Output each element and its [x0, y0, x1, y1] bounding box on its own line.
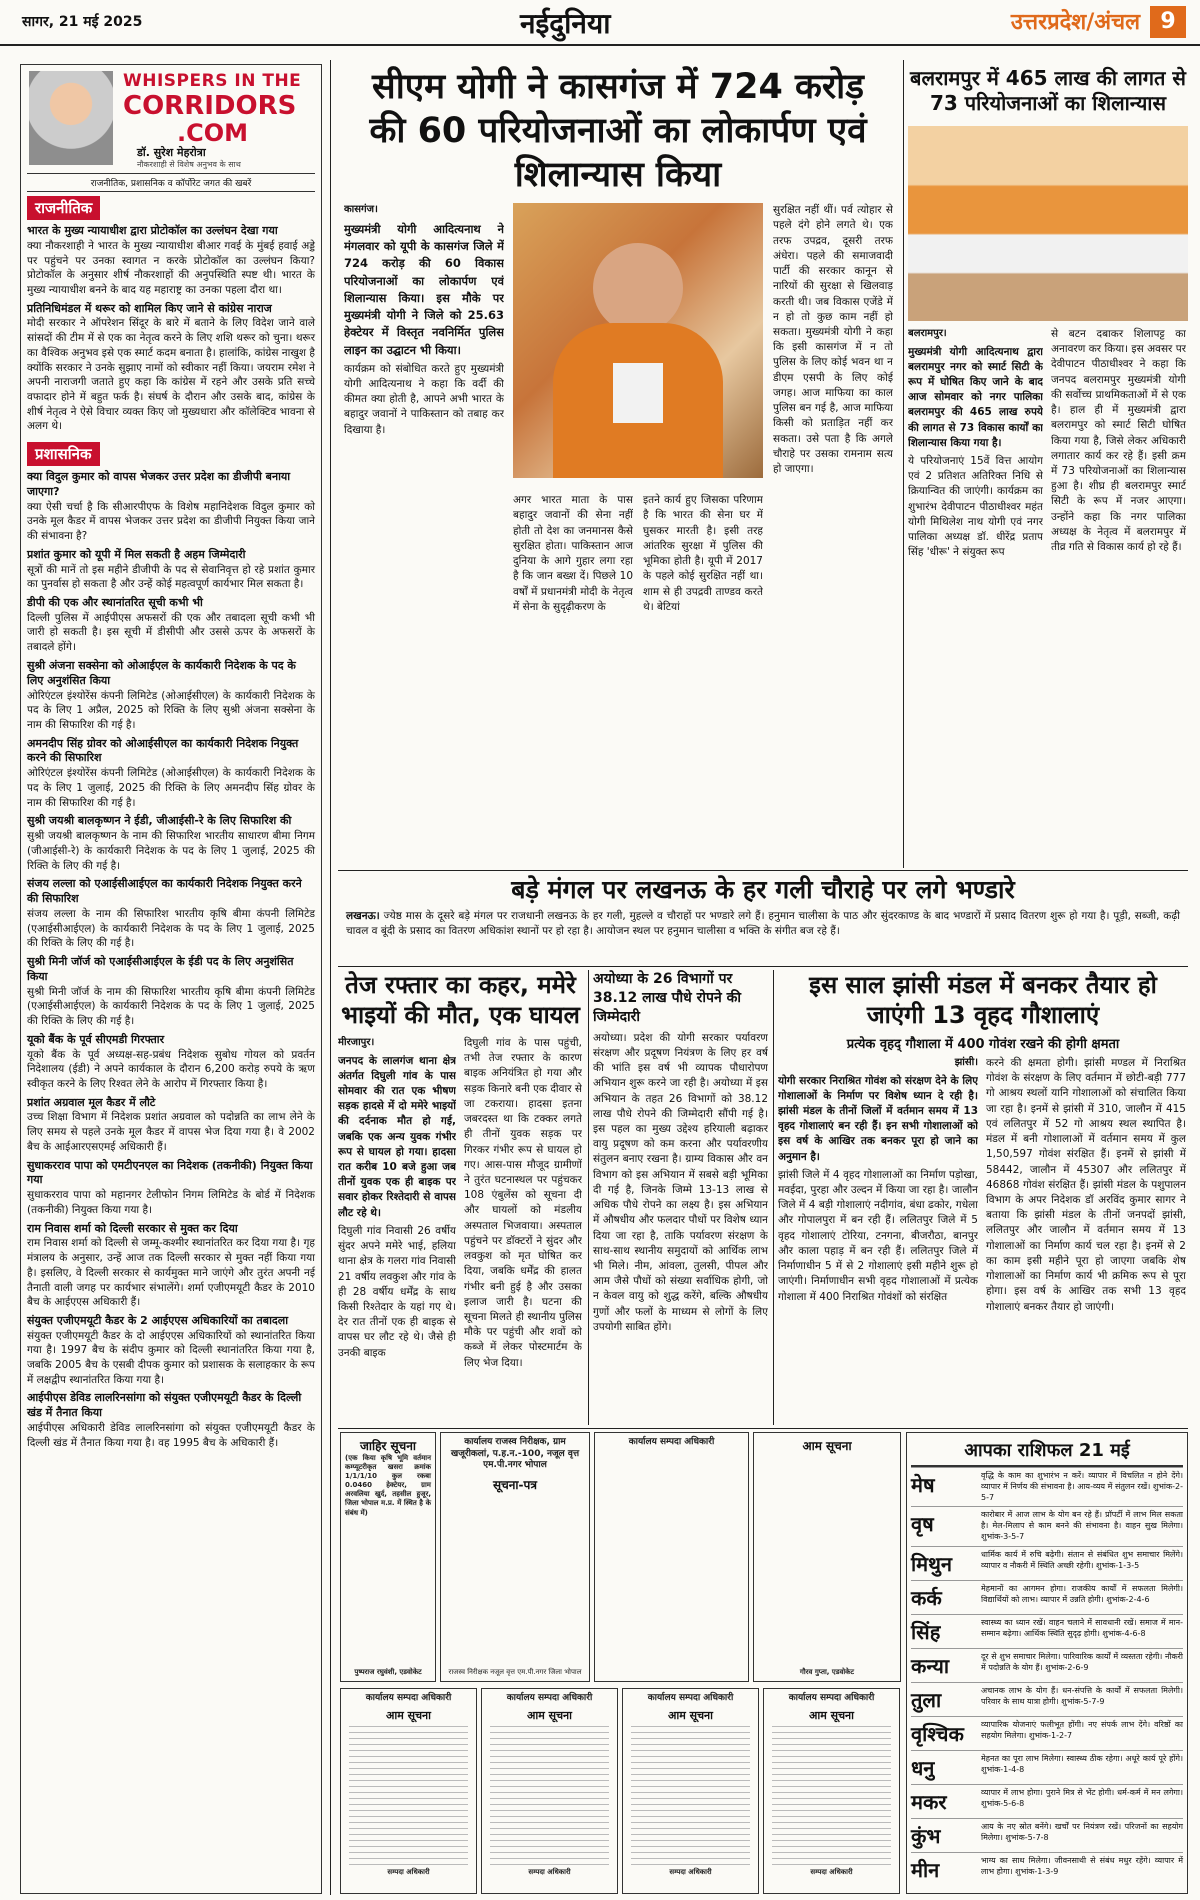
estate-notice-heading: आम सूचना: [385, 1708, 432, 1722]
notice-3: [594, 1432, 749, 1682]
whisper-item-body: संजय लल्ला के नाम की सिफारिश भारतीय कृषि बीमा कंपनी लिमिटेड (एआईसीआईएल) के कार्यकारी निदेशक के पद के लिए 1 जुलाई, 2025 की रिक्ति के लिए की गई है।: [27, 907, 315, 950]
whisper-item-body: ओरिएंटल इंश्योरेंस कंपनी लिमिटेड (ओआईसीएल) के कार्यकारी निदेशक के पद के लिए 1 जुलाई, 2025 की रिक्ति के लिए अमनदीप सिंह ग्रोवर के नाम की सिफारिश की गई है।: [27, 767, 315, 809]
whisper-item: [27, 302, 315, 434]
rashi-name: सिंह: [911, 1619, 941, 1644]
estate-notice-text-block: [490, 1726, 609, 1866]
estate-notice-text-block: [349, 1726, 468, 1866]
lead-body-3: इतने कार्य हुए जिसका परिणाम है कि भारत की सेना घर में घुसकर मारती है। इसी तरह आंतरिक सुरक्षा में पुलिस की भूमिका होती है। यूपी में 2017 के पहले कोई सुरक्षित नहीं था। शाम से ही उपद्रवी ताण्डव करते थे। बेटियां: [643, 494, 763, 613]
estate-notice-title: कार्यालय सम्पदा अधिकारी: [365, 1693, 452, 1703]
whisper-item-title: क्या विदुल कुमार को वापस भेजकर उत्तर प्रदेश का डीजीपी बनाया जाएगा?: [27, 469, 291, 498]
notice-4: [753, 1432, 901, 1682]
whisper-item: [27, 877, 315, 951]
lead-story: [338, 60, 898, 868]
whisper-item: [27, 955, 315, 1029]
whispers-subtag: राजनीतिक, प्रशासनिक व कॉर्पोरेट जगत की खबरें: [27, 174, 315, 192]
section-label-admin: प्रशासनिक: [27, 442, 100, 466]
lead-body-2: अगर भारत माता के पास बहादुर जवानों की सेना नहीं होती तो देश का जनमानस कैसे सुरक्षित होता। पाकिस्तान आज दुनिया के आगे गुहार लगा रहा है कि जान बख्श दें। पिछले 10 वर्षों में प्रधानमंत्री मोदी के नेतृत्व में सेना के सुदृढ़ीकरण के: [513, 494, 633, 613]
notice-2-heading: सूचना-पत्र: [493, 1478, 537, 1493]
whisper-item-title: राम निवास शर्मा को दिल्ली सरकार से मुक्त कर दिया: [27, 1221, 238, 1235]
whisper-item: [27, 814, 315, 873]
balrampur-photo: [908, 126, 1188, 321]
notice-1-title: जाहिर सूचना: [359, 1439, 417, 1453]
whisper-item: [27, 1222, 315, 1310]
rashi-row: [911, 1546, 1183, 1580]
bhandare-headline: बड़े मंगल पर लखनऊ के हर गली चौराहे पर लगे भण्डारे: [511, 875, 1015, 904]
whisper-item-title: भारत के मुख्य न्यायाधीश द्वारा प्रोटोकॉल का उल्लंघन देखा गया: [27, 224, 278, 237]
bhandare-story: [338, 874, 1188, 964]
jhansi-col-2: [986, 1056, 1186, 1416]
whisper-item-body: सुश्री मिनी जॉर्ज के नाम की सिफारिश भारतीय कृषि बीमा कंपनी लिमिटेड (एआईसीआईएल) के कार्यकारी निदेशक के पद के लिए 1 जुलाई, 2025 की रिक्ति के लिए की गई है।: [27, 985, 315, 1028]
admin-items: [27, 470, 315, 1451]
jhansi-body-2: करने की क्षमता होगी। झांसी मण्डल में निराश्रित गोवंश के संरक्षण के लिए वर्तमान में छोटी-बड़ी 777 गो आश्रय स्थलों यानि गोशालाओं को संचालित किया जा रहा है। इनमें से झांसी में 310, जालौन में 415 एवं ललितपुर में 52 गो आश्रय स्थल स्थापित है। मंडल में बनी गोशालाओं में वर्तमान समय में कुल 1,50,597 गोवंश संरक्षित हैं। इनमें से झांसी में 58442, जालौन में 45307 और ललितपुर में 46868 गोवंश संरक्षित हैं। झांसी मंडल के पशुपालन विभाग के अपर निदेशक डॉ अरविंद कुमार सागर ने बताया कि झांसी मंडल के तीनों जनपदों झांसी, ललितपुर और जालौन में वर्तमान समय में 13 गोशालाओं का निर्माण कार्य चल रहा है। इनमें से 2 का काम इसी महीने पूरा हो जाएगा जबकि शेष गोशालाओं का निर्माण कार्य भी क्रमिक रूप से पूरा होगा। इस वर्ष के आखिर तक सभी 13 वृहद गोशालाएं बनकर तैयार हो जाएंगी।: [986, 1057, 1186, 1313]
tagline: नौकरशाही से विशेष अनुभव के साथ: [137, 160, 241, 169]
whisper-item-body: दिल्ली पुलिस में आईपीएस अफसरों की एक और तबादला सूची कभी भी जारी हो सकती है। इस सूची में डीसीपी और उससे ऊपर के अफसरों के तबादले होंगे।: [27, 611, 315, 654]
whisper-item: [27, 659, 315, 733]
whisper-item-title: डीपी की एक और स्थानांतरित सूची कभी भी: [27, 595, 203, 609]
lead-col-4: [773, 203, 893, 868]
balrampur-story: [908, 60, 1188, 868]
rashi-name: कुंभ: [911, 1823, 941, 1848]
whisper-item: [27, 1314, 315, 1388]
rashi-text: व्यापार में लाभ होगा। पुराने मित्र से भेंट होगी। धर्म-कर्म में मन लगेगा। शुभांक-5-6-8: [981, 1787, 1183, 1808]
rashi-name: मकर: [911, 1789, 947, 1814]
author-photo: [29, 71, 113, 165]
rashi-text: अचानक लाभ के योग हैं। धन-संपत्ति के कार्यों में सफलता मिलेगी। परिवार के साथ यात्रा होगी। शुभांक-5-7-9: [981, 1685, 1183, 1706]
accident-headline: तेज रफ्तार का कहर, ममेरे भाइयों की मौत, एक घायल: [341, 971, 580, 1029]
section-label-political: राजनीतिक: [27, 196, 100, 220]
estate-notice-heading: आम सूचना: [526, 1708, 573, 1722]
rashifal-title: आपका राशिफल 21 मई: [911, 1435, 1183, 1467]
lead-col-1: [344, 203, 504, 868]
v-divider-accident: [588, 970, 589, 1425]
whisper-item-body: मोदी सरकार ने ऑपरेशन सिंदूर के बारे में बताने के लिए विदेश जाने वाले सांसदों की टीम में से एक का नेतृत्व करने के लिए शशि थरूर को चुना। थरूर का वैश्विक अनुभव इसे एक स्मार्ट कदम बनाता है। हालांकि, कांग्रेस नाखुश है क्योंकि सरकार ने उनके सुझाए नामों को स्वीकार नहीं किया। जयराम रमेश ने अपनी नाराजगी जताते हुए कहा कि कांग्रेस में रहने और उसके प्रति सच्चे वफादार होने में बहुत फर्क है। संघर्ष के दौरान और उसके बाद, कांग्रेस के शीर्ष नेतृत्व ने ऐसे विचार व्यक्त किए जो मुख्यधारा और कॉलेक्टिव भावना से अलग थे।: [27, 317, 315, 433]
page-number: 9: [1150, 6, 1186, 38]
lead-col-2: [513, 493, 633, 868]
rashi-row: [911, 1614, 1183, 1648]
whisper-item: [27, 1033, 315, 1092]
rashi-text: वृद्धि के काम का शुभारंभ न करें। व्यापार में विचलित न होने देंगे। व्यापार में निर्णय की संभावना है। आय-व्यय में संतुलन रखें। शुभांक-2-5-7: [981, 1471, 1183, 1502]
balrampur-col-2: [1051, 327, 1186, 847]
rashi-row: [911, 1750, 1183, 1784]
notice-3-title: कार्यालय सम्पदा अधिकारी: [628, 1437, 715, 1447]
whisper-item: [27, 548, 315, 592]
whisper-item-body: सुधाकरराव पापा को महानगर टेलीफोन निगम लिमिटेड के बोर्ड में निदेशक (तकनीकी) नियुक्त किया गया है।: [27, 1189, 315, 1216]
lead-divider: [903, 60, 904, 868]
rashi-text: भाग्य का साथ मिलेगा। जीवनसाथी से संबंध मधुर रहेंगे। व्यापार में लाभ होगा। शुभांक-1-3-9: [981, 1855, 1183, 1876]
whisper-item-body: आईपीएस अधिकारी डेविड लालरिनसांगा को संयुक्त एजीएमयूटी कैडर के दिल्ली खंड में तैनात किया गया है। वह 1995 बैच के अधिकारी हैं।: [27, 1422, 315, 1449]
rashi-row: [911, 1852, 1183, 1886]
notice-4-title: आम सूचना: [802, 1439, 852, 1453]
estate-notice-title: कार्यालय सम्पदा अधिकारी: [506, 1693, 593, 1703]
v-divider-ayodhya: [773, 970, 774, 1425]
whisper-item: [27, 596, 315, 655]
jhansi-subhead: प्रत्येक वृहद् गौशाला में 400 गोवंश रखने की होगी क्षमता: [846, 1037, 1120, 1052]
jhansi-body-1: झांसी जिले में 4 वृहद गोशालाओं का निर्माण पड़ोखा, मवईदा, पुरहा और उल्दन में किया जा रहा है। जालौन जिले में 4 बड़ी गोशालाएं नदीगांव, बंधा ढकोर, गधेला और गोपालपुरा में बन रही हैं। ललितपुर जिले में 5 वृहद गोशालाएं टोरिया, टनगना, बीजरौठा, बानपुर और काला पहाड़ में बन रही हैं। ललितपुर जिले में निर्माणाधीन 5 में से 2 गोशालाएं इसी महीने शुरू हो जाएंगी। निर्माणाधीन सभी वृहद गोशालाओं में प्रत्येक गोशाला में 400 निराश्रित गोवंशों को संरक्षित: [778, 1168, 978, 1303]
whispers-column: [20, 64, 322, 1894]
estate-officer-notice: [763, 1688, 900, 1894]
rashi-text: धार्मिक कार्य में रुचि बढ़ेगी। संतान से संबंधित शुभ समाचार मिलेंगे। व्यापार व नौकरी में स्थिति अच्छी रहेगी। शुभांक-1-3-5: [981, 1549, 1183, 1570]
whisper-item: [27, 470, 315, 544]
h-divider-3: [338, 1428, 1188, 1429]
whisper-item-body: सुश्री जयश्री बालकृष्णन के नाम की सिफारिश भारतीय साधारण बीमा निगम (जीआईसी-रे) के कार्यकारी निदेशक के पद के लिए 1 जुलाई, 2025 की रिक्ति के लिए की गई है।: [27, 830, 315, 872]
bhandare-dateline: लखनऊ।: [346, 910, 380, 923]
rashi-text: कारोबार में आज लाभ के योग बन रहे हैं। प्रॉपर्टी में लाभ मिल सकता है। मेल-मिलाप से काम बनने की संभावना है। वाहन सुख मिलेगा। शुभांक-3-5-7: [981, 1510, 1183, 1541]
whispers-banner: [27, 65, 315, 174]
rashi-name: मिथुन: [911, 1551, 953, 1576]
whisper-item-body: यूको बैंक के पूर्व अध्यक्ष-सह-प्रबंध निदेशक सुबोध गोयल को प्रवर्तन निदेशालय (ईडी) ने अपने कार्यकाल के दौरान 6,200 करोड़ रुपये के ऋण स्वीकृत करने के लिए रिश्वत लेने के आरोप में गिरफ्तार किया है।: [27, 1048, 315, 1090]
notice-2-title: कार्यालय राजस्व निरीक्षक, ग्राम खजूरीकलां, प.ह.न.-100, नजूल वृत्त एम.पी.नगर भोपाल: [450, 1437, 580, 1471]
jhansi-headline: इस साल झांसी मंडल में बनकर तैयार हो जाएंगी 13 वृहद गौशालाएं: [809, 971, 1157, 1029]
h-divider-2: [338, 966, 1188, 967]
column-divider: [330, 60, 331, 1895]
rashi-row: [911, 1580, 1183, 1614]
rashi-text: दूर से शुभ समाचार मिलेगा। पारिवारिक कार्यों में व्यस्तता रहेगी। नौकरी में पदोन्नति के योग हैं। शुभांक-2-6-9: [981, 1651, 1183, 1672]
bottom-notices: [340, 1688, 901, 1894]
whisper-item-body: संयुक्त एजीएमयूटी कैडर के दो आईएएस अधिकारियों को स्थानांतरित किया गया है। 1997 बैच के संदीप कुमार को दिल्ली स्थानांतरित किया गया है, जबकि 2005 बैच के एसबी दीपक कुमार को प्रशासक के सलाहकार के रूप में लक्षद्वीप स्थानांतरित किया गया है।: [27, 1329, 315, 1386]
rashi-name: मीन: [911, 1857, 940, 1882]
notice-2-sign: राजस्व निरीक्षक नजूल वृत्त एम.पी.नगर जिला भोपाल: [448, 1667, 582, 1676]
ayodhya-body: अयोध्या। प्रदेश की योगी सरकार पर्यावरण संरक्षण और प्रदूषण नियंत्रण के लिए हर वर्ष की भांति इस वर्ष भी व्यापक पौधारोपण अभियान शुरू करने जा रही है। अयोध्या में इस अभियान के तहत 26 विभागों को 38.12 लाख पौधे रोपने की जिम्मेदारी सौंपी गई है। इस पहल का मुख्य उद्देश्य हरियाली बढ़ाकर वायु प्रदूषण को कम करना और पर्यावरणीय संतुलन बनाए रखना है। ग्राम्य विकास और वन विभाग को इस अभियान में सबसे बड़ी भूमिका दी गई है, जिनके जिम्मे 13-13 लाख से अधिक पौधे रोपने का लक्ष्य है। इस अभियान में औषधीय और फलदार पौधों पर विशेष ध्यान दिया जा रहा है, ताकि पर्यावरण संरक्षण के साथ-साथ स्थानीय समुदायों को आर्थिक लाभ भी मिले। नीम, आंवला, तुलसी, पीपल और आम जैसे पौधों को संख्या सर्वाधिक होगी, जो न केवल वायु को शुद्ध करेंगे, बल्कि औषधीय गुणों और फलों के माध्यम से लोगों के लिए उपयोगी साबित होंगे।: [593, 1031, 768, 1333]
masthead-logo: नईदुनिया: [520, 7, 611, 40]
accident-dateline: मीरजापुर।: [338, 1037, 375, 1048]
whisper-item: [27, 1159, 315, 1218]
notice-2: [440, 1432, 590, 1682]
rashi-row: [911, 1784, 1183, 1818]
rashi-text: आय के नए स्रोत बनेंगे। खर्चों पर नियंत्रण रखें। परिजनों का सहयोग मिलेगा। शुभांक-5-7-8: [981, 1821, 1183, 1842]
rashi-name: धनु: [911, 1755, 935, 1780]
whisper-item-title: प्रशांत कुमार को यूपी में मिल सकती है अहम जिम्मेदारी: [27, 547, 246, 561]
rashi-name: कन्या: [911, 1653, 950, 1678]
estate-notice-sign: सम्पदा अधिकारी: [528, 1867, 571, 1876]
whisper-item-body: क्या ऐसी चर्चा है कि सीआरपीएफ के विशेष महानिदेशक विदुल कुमार को उनके मूल कैडर में वापस भेजकर उत्तर प्रदेश का डीजीपी नियुक्त किया जाने की संभावना है?: [27, 500, 315, 542]
estate-notice-sign: सम्पदा अधिकारी: [810, 1867, 853, 1876]
whisper-item-body: उच्च शिक्षा विभाग में निदेशक प्रशांत अग्रवाल को पदोन्नति का लाभ लेने के लिए समय से पहले उनके मूल कैडर में वापस भेज दिया गया है। वे 2002 बैच के आईआरएसएमई अधिकारी हैं।: [27, 1111, 315, 1153]
whisper-item-title: सुश्री मिनी जॉर्ज को एआईसीआईएल के ईडी पद के लिए अनुशंसित किया: [27, 954, 294, 983]
balrampur-dateline: बलरामपुर।: [908, 328, 947, 339]
rashi-row: [911, 1506, 1183, 1545]
estate-officer-notice: [481, 1688, 618, 1894]
whisper-item-title: संयुक्त एजीएमयूटी कैडर के 2 आईएएस अधिकारियों का तबादला: [27, 1313, 289, 1327]
estate-notice-heading: आम सूचना: [808, 1708, 855, 1722]
lead-body-1: कार्यक्रम को संबोधित करते हुए मुख्यमंत्री योगी आदित्यनाथ ने कहा कि वर्दी की कीमत क्या होती है, आपने अभी भारत के बहादुर जवानों ने पाकिस्तान को तबाह कर दिखाया है।: [344, 362, 504, 436]
estate-notice-heading: आम सूचना: [667, 1708, 714, 1722]
jhansi-intro: योगी सरकार निराश्रित गोवंश को संरक्षण देने के लिए गोशालाओं के निर्माण पर विशेष ध्यान दे रही है। झांसी मंडल के तीनों जिलों में वर्तमान समय में 13 वृहद गोशालाएं बन रही हैं। इन सभी गोशालाओं को इस वर्ष के आखिर तक बनकर पूरा हो जाने का अनुमान है।: [778, 1074, 978, 1163]
lead-headline: सीएम योगी ने कासगंज में 724 करोड़ की 60 परियोजनाओं का लोकार्पण एवं शिलान्यास किया: [369, 67, 867, 195]
rashi-row: [911, 1648, 1183, 1682]
masthead: [0, 0, 1200, 46]
bhandare-body: ज्येष्ठ मास के दूसरे बड़े मंगल पर राजधानी लखनऊ के हर गली, मुहल्ले व चौराहों पर भण्डारे लगे हैं। हनुमान चालीसा के पाठ और सुंदरकाण्ड के बाद भण्डारों में प्रसाद वितरण शुरू हो गया है। पूड़ी, सब्जी, कढ़ी चावल व बूंदी के प्रसाद का वितरण अधिकांश स्थानों पर हो रहा है। आयोजन स्थल पर हनुमान चालीसा व भक्ति के संगीत बज रहे हैं।: [346, 910, 1181, 938]
balrampur-body-1: ये परियोजनाएं 15वें वित्त आयोग एवं 2 प्रतिशत अतिरिक्त निधि से क्रियान्वित की जाएंगी। कार्यक्रम का शुभारंभ देवीपाटन पीठाधीश्वर महंत योगी मिथिलेश नाथ योगी एवं नगर पालिका अध्यक्ष डॉ. धीरेंद्र प्रताप सिंह 'धीरू' ने संयुक्त रूप: [908, 455, 1043, 559]
whisper-item-title: सुधाकरराव पापा को एमटीएनएल का निदेशक (तकनीकी) नियुक्त किया गया: [27, 1158, 313, 1187]
whisper-item: [27, 1391, 315, 1450]
accident-col-1: [338, 1036, 456, 1406]
masthead-section: उत्तरप्रदेश/अंचल: [1010, 10, 1140, 35]
rashifal-box: [906, 1432, 1188, 1894]
whisper-item: [27, 224, 315, 298]
rashifal-list: [911, 1467, 1183, 1886]
estate-notice-text-block: [772, 1726, 891, 1866]
balrampur-body-2: से बटन दबाकर शिलापट्ट का अनावरण कर किया। इस अवसर पर देवीपाटन पीठाधीश्वर ने कहा कि जनपद बलरामपुर मुख्यमंत्री योगी की सर्वोच्च प्राथमिकताओं में से एक है। हाल ही में मुख्यमंत्री द्वारा बलरामपुर को स्मार्ट सिटी घोषित किया गया है, जिसे लेकर अधिकारी लगातार कार्य कर रहे हैं। इसी क्रम में 73 परियोजनाओं का शिलान्यास हुआ है। शीघ्र ही बलरामपुर स्मार्ट सिटी के रूप में नजर आएगा। उन्होंने कहा कि नगर पालिका अध्यक्ष के नेतृत्व में बलरामपुर में तीव्र गति से विकास कार्य हो रहे हैं।: [1051, 328, 1186, 554]
estate-officer-notice: [340, 1688, 477, 1894]
balrampur-headline: बलरामपुर में 465 लाख की लागत से 73 परियोजनाओं का शिलान्यास: [910, 66, 1186, 115]
whisper-item-title: सुश्री अंजना सक्सेना को ओआईएल के कार्यकारी निदेशक के पद के लिए अनुशंसित किया: [27, 658, 296, 687]
author-name: डॉ. सुरेश मेहरोत्रा: [137, 146, 206, 159]
estate-notice-text-block: [631, 1726, 750, 1866]
rashi-name: तुला: [911, 1687, 942, 1712]
whisper-item-title: आईपीएस डेविड लालरिनसांगा को संयुक्त एजीएमयूटी कैडर के दिल्ली खंड में तैनात किया: [27, 1391, 302, 1420]
rashi-row: [911, 1467, 1183, 1506]
ayodhya-headline: अयोध्या के 26 विभागों पर 38.12 लाख पौधे रोपने की जिम्मेदारी: [593, 971, 741, 1025]
notice-4-sign: गौरव गुप्ता, एडवोकेट: [799, 1667, 855, 1676]
brand-line-3: .COM: [177, 119, 249, 147]
rashi-name: वृश्चिक: [911, 1721, 964, 1746]
whisper-item-title: सुश्री जयश्री बालकृष्णन ने ईडी, जीआईसी-रे के लिए सिफारिश की: [27, 814, 292, 828]
accident-body-1: दिघुली गांव निवासी 26 वर्षीय सुंदर अपने ममेरे भाई, हलिया थाना क्षेत्र के गलरा गांव निवासी 21 वर्षीय लवकुश और गांव के ही 28 वर्षीय धर्मेंद्र के साथ किसी रिश्तेदार के यहां गए थे। देर रात तीनों एक ही बाइक से वापस घर लौट रहे थे। जैसे ही उनकी बाइक: [338, 1224, 456, 1359]
political-items: [27, 224, 315, 434]
balrampur-intro: मुख्यमंत्री योगी आदित्यनाथ द्वारा बलरामपुर नगर को स्मार्ट सिटी के रूप में घोषित किए जाने के बाद आज सोमवार को नगर पालिका बलरामपुर की 465 लाख रुपये की लागत से 73 विकास कार्यों का शिलान्यास किया गया है।: [908, 345, 1043, 449]
masthead-date: सागर, 21 मई 2025: [22, 14, 143, 30]
rashi-row: [911, 1818, 1183, 1852]
accident-body-2: दिघुली गांव के पास पहुंची, तभी तेज रफ्तार के कारण बाइक अनियंत्रित हो गया और सड़क किनारे बनी एक दीवार से जा टकराया। हादसा इतना जबरदस्त था कि टक्कर लगते ही तीनों युवक सड़क पर गिरकर गंभीर रूप से घायल हो गए। आस-पास मौजूद ग्रामीणों ने तुरंत घटनास्थल पर पहुंचकर 108 एंबुलेंस को सूचना दी और घायलों को मंडलीय अस्पताल भिजवाया। अस्पताल पहुंचने पर डॉक्टरों ने सुंदर और लवकुश को मृत घोषित कर दिया, जबकि धर्मेंद्र की हालत गंभीर बनी हुई है और उसका इलाज जारी है। घटना की सूचना मिलते ही स्थानीय पुलिस मौके पर पहुंची और शवों को कब्जे में लेकर पोस्टमार्टम के लिए भेज दिया।: [464, 1037, 582, 1369]
notice-1: [340, 1432, 436, 1682]
estate-officer-notice: [622, 1688, 759, 1894]
rashi-name: कर्क: [911, 1585, 942, 1610]
estate-notice-title: कार्यालय सम्पदा अधिकारी: [647, 1693, 734, 1703]
lead-intro: मुख्यमंत्री योगी आदित्यनाथ ने मंगलवार को यूपी के कासगंज जिले में 724 करोड़ की 60 विकास परियोजनाओं का लोकार्पण एवं शिलान्यास किया। इस मौके पर मुख्यमंत्री योगी ने जिले को 25.63 हेक्टेयर में विस्तृत नवनिर्मित पुलिस लाइन का उद्घाटन भी किया।: [344, 221, 504, 357]
whisper-item-title: प्रशांत अग्रवाल मूल कैडर में लौटे: [27, 1095, 156, 1109]
whisper-item-title: संजय लल्ला को एआईसीआईएल का कार्यकारी निदेशक नियुक्त करने की सिफारिश: [27, 877, 302, 906]
jhansi-dateline: झांसी।: [954, 1057, 978, 1068]
whisper-item-title: अमनदीप सिंह ग्रोवर को ओआईसीएल का कार्यकारी निदेशक नियुक्त करने की सिफारिश: [27, 736, 299, 765]
ayodhya-story: [593, 970, 768, 1425]
rashi-name: वृष: [911, 1512, 934, 1537]
balrampur-col-1: [908, 327, 1043, 847]
whisper-item-body: सूत्रों की मानें तो इस महीने डीजीपी के पद से सेवानिवृत्त हो रहे प्रशांत कुमार का पुनर्वास हो सकता है और उन्हें कोई महत्वपूर्ण कार्यभार मिल सकता है।: [27, 563, 315, 591]
rashi-row: [911, 1682, 1183, 1716]
rashi-text: मेहनत का पूरा लाभ मिलेगा। स्वास्थ्य ठीक रहेगा। अधूरे कार्य पूरे होंगे। शुभांक-1-4-8: [981, 1753, 1183, 1774]
whisper-item-body: ओरिएंटल इंश्योरेंस कंपनी लिमिटेड (ओआईसीएल) के कार्यकारी निदेशक के पद के लिए 1 अप्रैल, 2025 को रिक्ति के लिए सुश्री अंजना सक्सेना के नाम की सिफारिश की गई है।: [27, 689, 315, 731]
estate-notice-sign: सम्पदा अधिकारी: [669, 1867, 712, 1876]
whisper-item-title: यूको बैंक के पूर्व सीएमडी गिरफ्तार: [27, 1032, 165, 1046]
accident-intro: जनपद के लालगंज थाना क्षेत्र अंतर्गत दिघुली गांव के पास सोमवार की रात एक भीषण सड़क हादसे में दो ममेरे भाइयों की दर्दनाक मौत हो गई, जबकि एक अन्य युवक गंभीर रूप से घायल हो गया। हादसा रात करीब 10 बजे हुआ जब तीनों युवक एक ही बाइक पर सवार होकर रिश्तेदारी से वापस लौट रहे थे।: [338, 1054, 456, 1219]
rashi-name: मेष: [911, 1473, 935, 1497]
whisper-item-body: राम निवास शर्मा को दिल्ली से जम्मू-कश्मीर स्थानांतरित कर दिया गया है। गृह मंत्रालय के अनुसार, उन्हें आज तक दिल्ली सरकार से मुक्त नहीं किया गया है। इसलिए, वे दिल्ली सरकार से कार्यमुक्त माने जाएंगे और तुरंत अपनी नई तैनाती वाली जगह पर कार्यभार संभालेंगे। शर्मा एजीएमयूटी कैडर के 2010 बैच के आईएएस अधिकारी हैं।: [27, 1237, 315, 1309]
whisper-item: [27, 737, 315, 811]
rashi-text: स्वास्थ्य का ध्यान रखें। वाहन चलाने में सावधानी रखें। समाज में मान-सम्मान बढ़ेगा। आर्थिक स्थिति सुदृढ़ होगी। शुभांक-4-6-8: [981, 1617, 1183, 1638]
estate-notice-sign: सम्पदा अधिकारी: [387, 1867, 430, 1876]
jhansi-story: [778, 970, 1188, 1425]
lead-col-3: [643, 493, 763, 868]
lead-dateline: कासगंज।: [344, 204, 378, 216]
estate-notice-title: कार्यालय सम्पदा अधिकारी: [788, 1693, 875, 1703]
brand-line-2: CORRIDORS: [123, 91, 297, 121]
accident-story: [338, 970, 583, 1425]
whisper-item: [27, 1096, 315, 1155]
brand-line-1: WHISPERS IN THE: [123, 71, 302, 91]
accident-col-2: [464, 1036, 582, 1406]
h-divider-1: [338, 870, 1188, 871]
jhansi-col-1: [778, 1056, 978, 1416]
rashi-text: व्यापारिक योजनाएं फलीभूत होंगी। नए संपर्क लाभ देंगे। वरिष्ठों का सहयोग मिलेगा। शुभांक-1-2-7: [981, 1719, 1183, 1740]
rashi-text: मेहमानों का आगमन होगा। राजकीय कार्यों में सफलता मिलेगी। विद्यार्थियों को लाभ। व्यापार में उन्नति होगी। शुभांक-2-4-6: [981, 1583, 1183, 1604]
notice-1-sub: (एक किया कृषि भूमि वर्तमान कम्प्यूटरीकृत खसरा क्रमांक 1/1/1/10 कुल रकबा 0.0460 हेक्टेयर, ग्राम अरवलिया खुर्द, तहसील हुजूर, जिला भोपाल म.प्र. में स्थित है के संबंध में): [345, 1454, 431, 1517]
whisper-item-body: क्या नौकरशाही ने भारत के मुख्य न्यायाधीश बीआर गवई के मुंबई हवाई अड्डे पर पहुंचने पर उनका स्वागत न करके प्रोटोकॉल का उल्लंघन किया? प्रोटोकॉल के अनुसार शीर्ष नौकरशाहों की अनुपस्थिति स्पष्ट थी। भारत के मुख्य न्यायाधीश बनने के बाद यह महाराष्ट्र का उनका पहला दौरा था।: [27, 239, 315, 296]
notice-1-sign: पुष्पराज रघुवंशी, एडवोकेट: [354, 1667, 422, 1676]
whisper-item-title: प्रतिनिधिमंडल में थरूर को शामिल किए जाने से कांग्रेस नाराज: [27, 301, 272, 315]
lead-photo-yogi: [513, 203, 763, 478]
lead-body-4: सुरक्षित नहीं थीं। पर्व त्योहार से पहले दंगे होने लगते थे। एक तरफ उपद्रव, दूसरी तरफ अंधेरा। पहले की समाजवादी पार्टी की सरकार कानून से नारियों की सुरक्षा से खिलवाड़ करती थी। जब विकास एजेंडे में न हो तो कुछ काम नहीं हो सकता। मुख्यमंत्री योगी ने कहा कि इसी कासगंज में न तो पुलिस के लिए कोई भवन था न डीएम एसपी के लिए कोई जगह। आज माफिया का काल पुलिस बन गई है, आज माफिया किसी को प्रताड़ित नहीं कर सकता। उसे पता है कि अगले चौराहे पर उसका रामनाम सत्य हो जाएगा।: [773, 204, 893, 475]
rashi-row: [911, 1716, 1183, 1750]
